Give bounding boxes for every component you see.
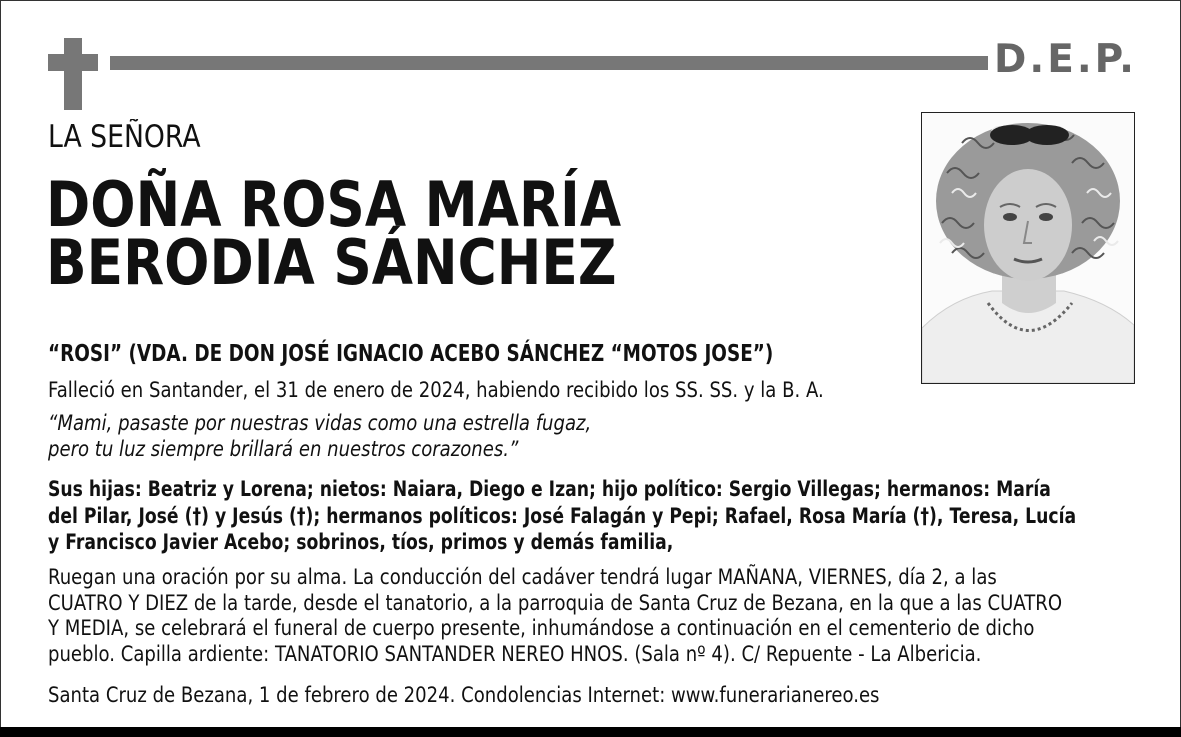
- cross-icon-arm: [48, 54, 98, 71]
- family-line-1: Sus hijas: Beatriz y Lorena; nietos: Naiara, Diego e Izan; hijo político: Sergio Villegas; hermanos: María: [48, 477, 1051, 501]
- portrait-photo: [921, 112, 1135, 384]
- rites-line-2: CUATRO Y DIEZ de la tarde, desde el tanatorio, a la parroquia de Santa Cruz de Bezana, en la que a las CUATRO: [48, 590, 1063, 615]
- funeral-details: [48, 565, 1062, 667]
- dep-label: D.E.P.: [994, 37, 1137, 82]
- bottom-bar: [0, 727, 1181, 737]
- quote-line-2: pero tu luz siempre brillará en nuestros corazones.”: [48, 436, 519, 461]
- family-list: [48, 476, 1076, 556]
- header-rule: [110, 56, 988, 70]
- name-line-2: BERODIA SÁNCHEZ: [46, 226, 617, 299]
- place-date-line: Santa Cruz de Bezana, 1 de febrero de 2024. Condolencias Internet: www.funerarianereo.es: [48, 683, 880, 707]
- family-line-2: del Pilar, José (†) y Jesús (†); hermanos políticos: José Falagán y Pepi; Rafael, Rosa María (†), Teresa, Lucía: [48, 503, 1077, 528]
- rites-line-3: Y MEDIA, se celebrará el funeral de cuerpo presente, inhumándose a continuación en el cementerio de dicho: [48, 616, 1035, 640]
- rites-line-1: Ruegan una oración por su alma. La conducción del cadáver tendrá lugar MAÑANA, VIERNES, día 2, a las: [48, 565, 997, 589]
- deceased-name: [46, 168, 622, 299]
- quote-line-1: “Mami, pasaste por nuestras vidas como una estrella fugaz,: [48, 411, 592, 435]
- death-notice-line: Falleció en Santander, el 31 de enero de 2024, habiendo recibido los SS. SS. y la B. A.: [48, 378, 824, 402]
- rites-line-4: pueblo. Capilla ardiente: TANATORIO SANTANDER NEREO HNOS. (Sala nº 4). C/ Repuente - La Albericia.: [48, 641, 982, 666]
- cross-icon: [64, 38, 82, 110]
- intro-label: LA SEÑORA: [48, 119, 201, 155]
- memorial-quote: [48, 411, 591, 462]
- name-line-1: DOÑA ROSA MARÍA: [46, 168, 622, 241]
- family-line-3: y Francisco Javier Acebo; sobrinos, tíos, primos y demás familia,: [48, 530, 674, 554]
- alias-line: “ROSI” (VDA. DE DON JOSÉ IGNACIO ACEBO SÁNCHEZ “MOTOS JOSE”): [48, 341, 774, 367]
